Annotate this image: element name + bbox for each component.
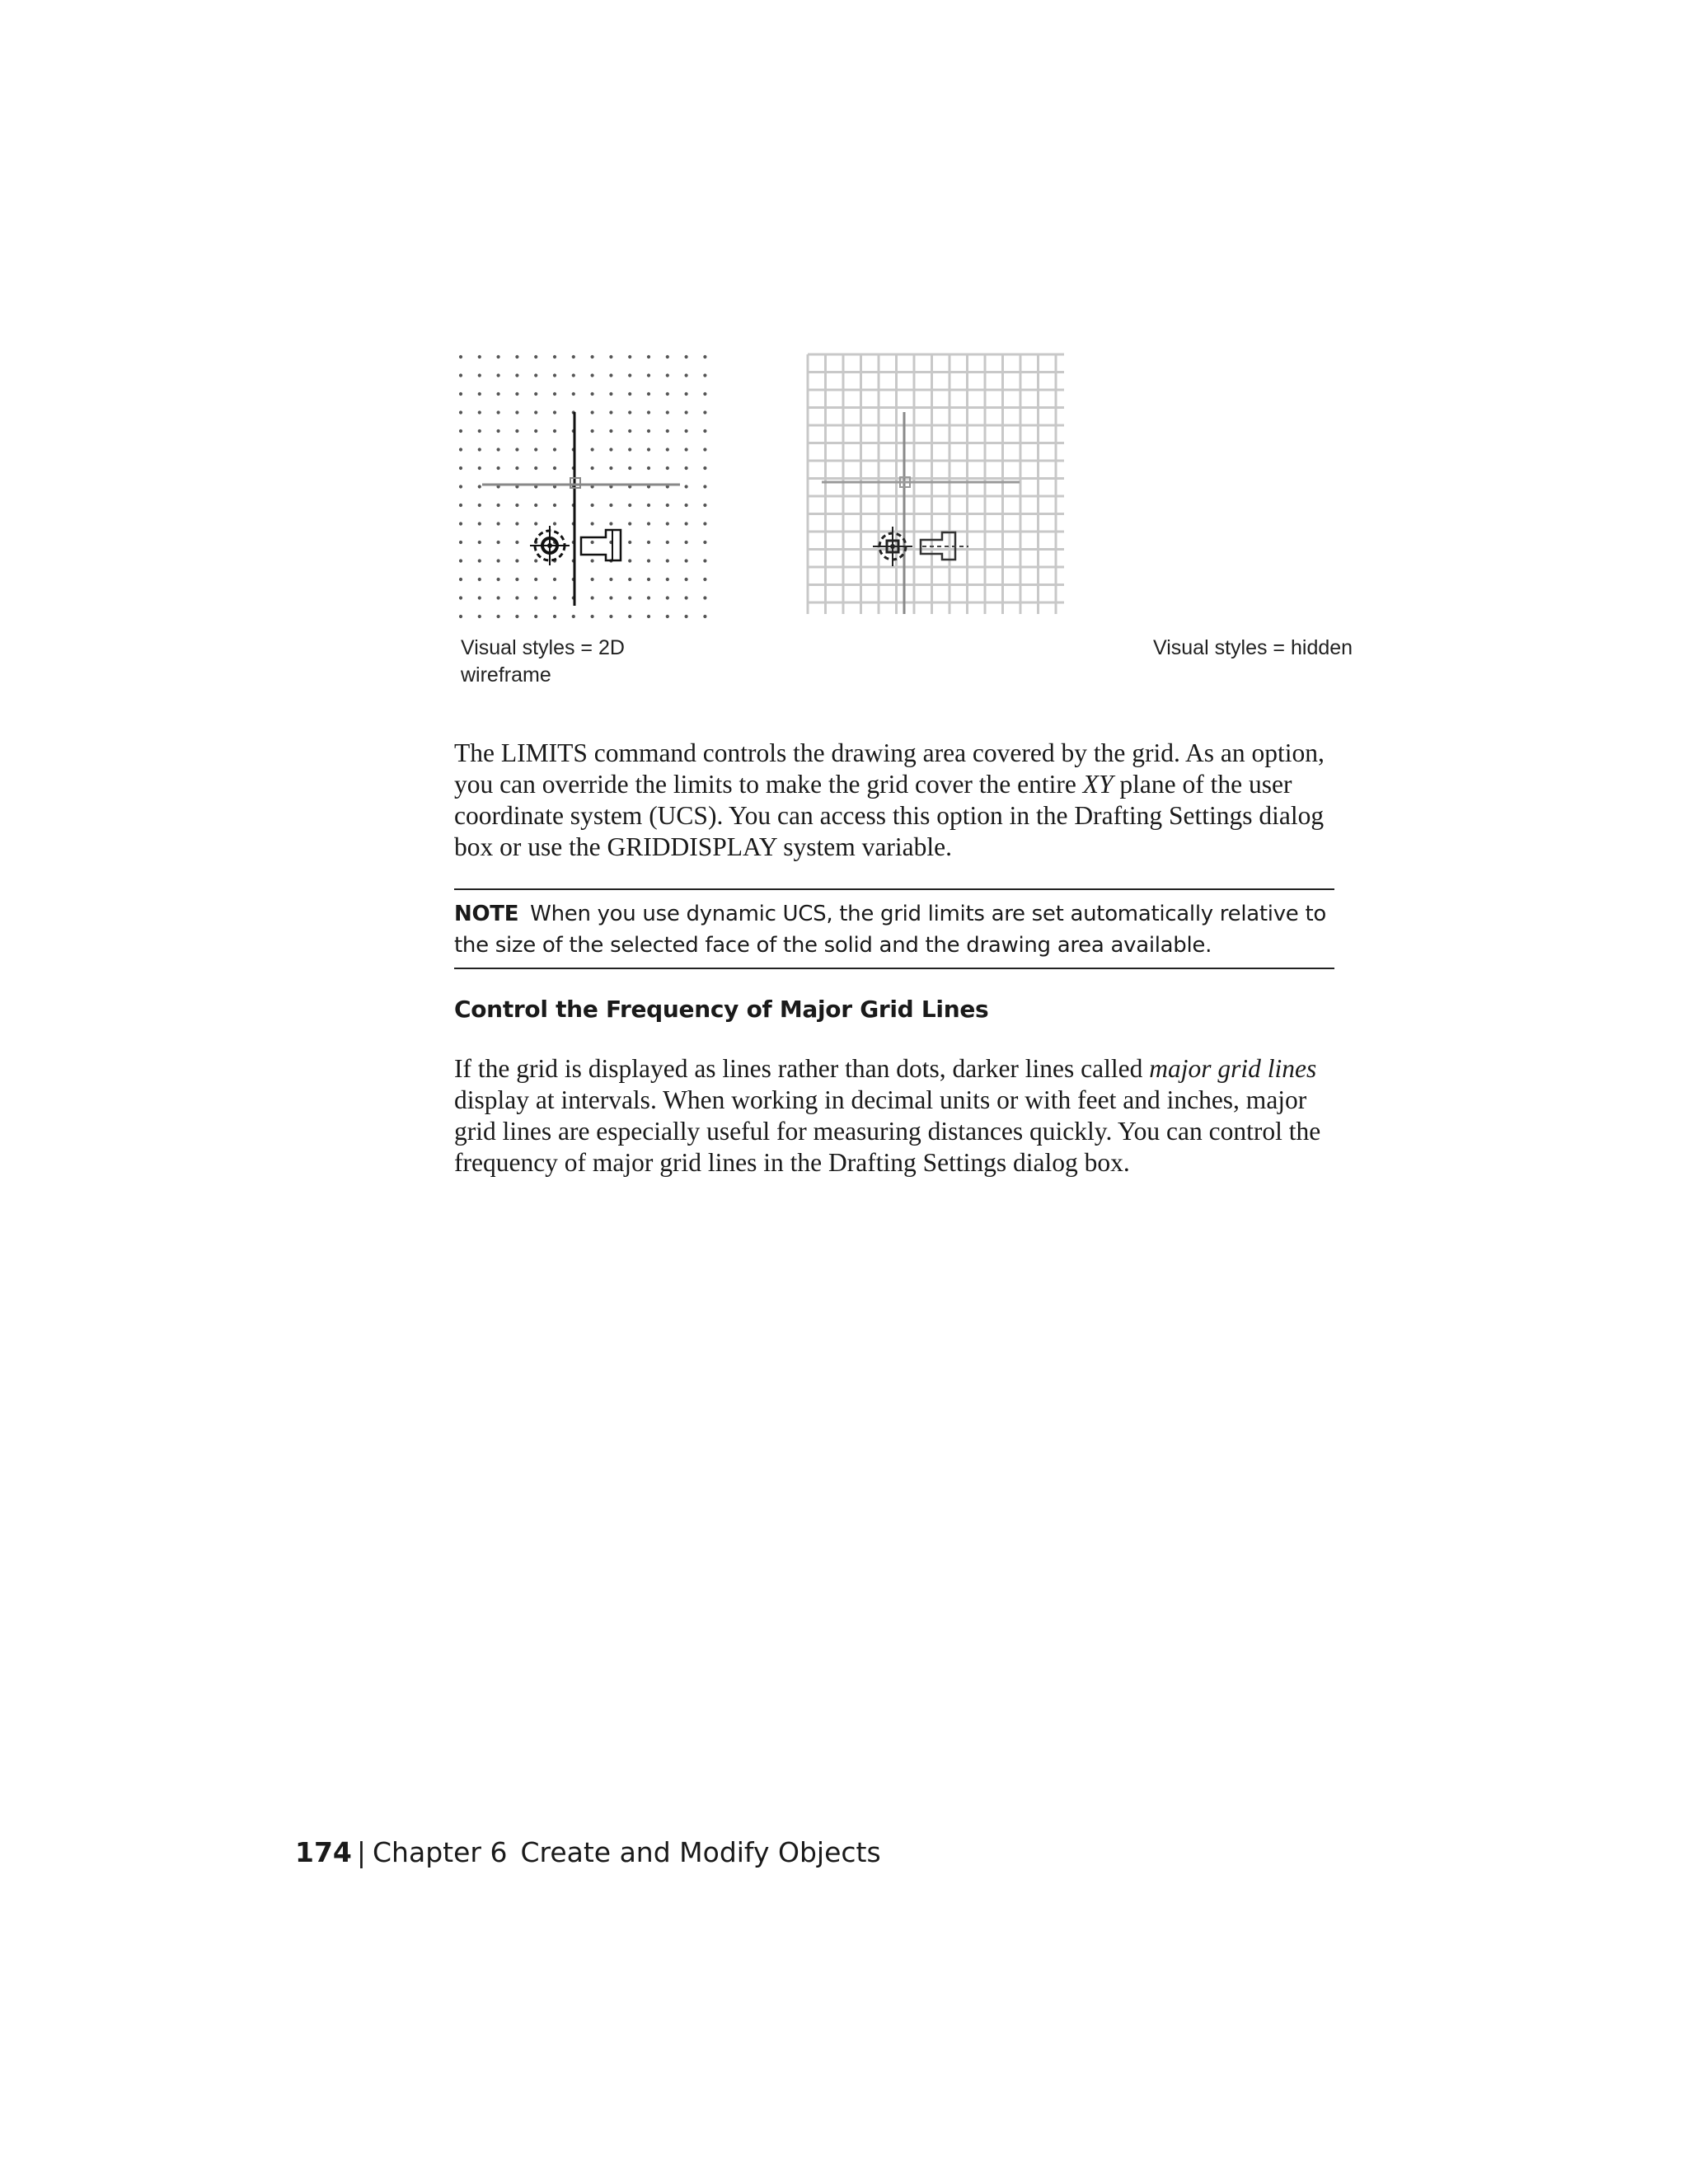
limits-paragraph-italic: XY [1082, 770, 1114, 799]
major-grid-paragraph [454, 1053, 1336, 1179]
wireframe-caption: Visual styles = 2D wireframe [461, 636, 625, 687]
visual-styles-figure [457, 350, 1353, 696]
footer-separator: | [356, 1836, 367, 1868]
page-number: 174 [295, 1836, 352, 1868]
wireframe-grid-illustration [457, 350, 713, 687]
footer-chapter: Chapter 6 [373, 1836, 508, 1868]
note-label: NOTE [454, 902, 519, 926]
limits-paragraph-text-2: plane of the user coordinate system (UCS). You can access this option in the Drafting Settings dialog box or use the GRIDDISPLAY system variable. [454, 770, 1325, 861]
hidden-grid-illustration [804, 350, 1353, 659]
section-heading: Control the Frequency of Major Grid Lines [454, 996, 989, 1023]
hidden-grid-image [804, 350, 1076, 622]
note-box [454, 888, 1334, 969]
footer-chapter-title: Create and Modify Objects [520, 1836, 881, 1868]
major-grid-paragraph-text-1: If the grid is displayed as lines rather than dots, darker lines called [454, 1054, 1150, 1083]
major-grid-paragraph-text-2: display at intervals. When working in decimal units or with feet and inches, major grid lines are especially useful for measuring distances quickly. You can control the frequency of major grid lines in the Drafting Settings dialog box. [454, 1085, 1321, 1177]
note-text: When you use dynamic UCS, the grid limits are set automatically relative to the size of the selected face of the solid and the drawing area available. [454, 902, 1326, 958]
limits-paragraph [454, 738, 1336, 863]
page-footer [295, 1836, 881, 1869]
hidden-caption: Visual styles = hidden [1153, 636, 1353, 659]
wireframe-grid-image [457, 350, 713, 622]
major-grid-paragraph-italic: major grid lines [1149, 1054, 1317, 1083]
limits-paragraph-text-1: The LIMITS command controls the drawing area covered by the grid. As an option, you can override the limits to make the grid cover the entire [454, 738, 1325, 799]
